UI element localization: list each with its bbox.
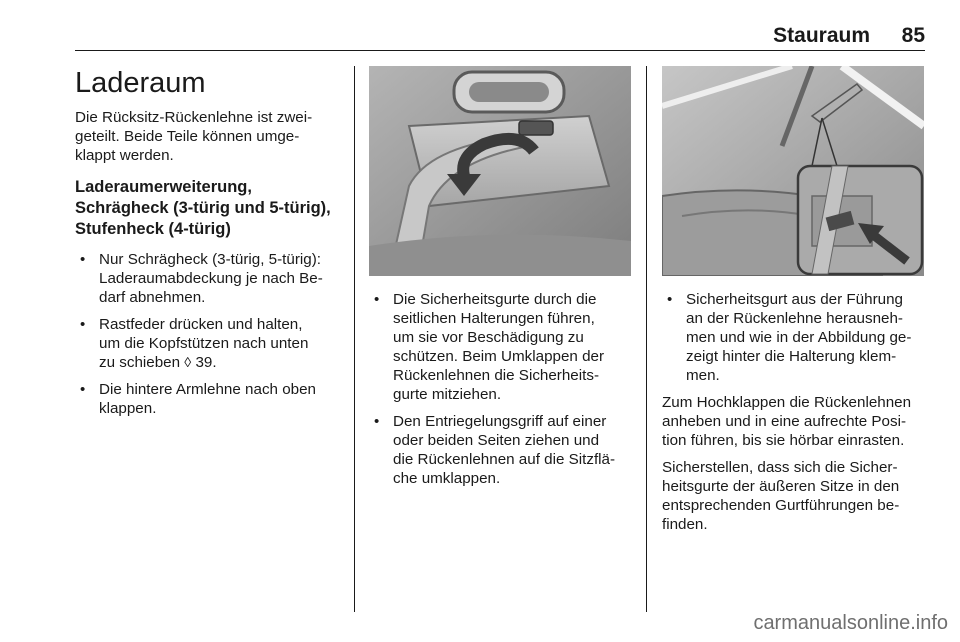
figure-headrest xyxy=(369,66,631,276)
watermark: carmanualsonline.info xyxy=(753,612,948,634)
bullet-icon: • xyxy=(80,381,86,398)
list-item: • Die hintere Armlehne nach oben klappen. xyxy=(80,381,316,417)
bullet-icon: • xyxy=(80,251,86,268)
paragraph: Sicherstellen, dass sich die Sicher- heitsgurte der äußeren Sitze in den entsprechenden Gurtführungen be- finden. xyxy=(662,459,900,533)
list-item: • Sicherheitsgurt aus der Führung an der Rückenlehne herausneh- men und wie in der Abbildung ge- zeigt hinter die Halterung klem- men. xyxy=(667,291,912,384)
header-rule xyxy=(75,50,925,51)
page-reference-icon: ◊ xyxy=(184,354,192,370)
list-item: • Rastfeder drücken und halten, um die Kopfstützen nach unten zu schieben ◊ 39. xyxy=(80,316,309,371)
paragraph: Zum Hochklappen die Rückenlehnen anheben und in eine aufrechte Posi- tion führen, bis sie hörbar einrasten. xyxy=(662,394,912,449)
section-title: Laderaum xyxy=(75,67,206,99)
column-divider-1 xyxy=(354,66,355,612)
bullet-icon: • xyxy=(80,316,86,333)
page-header-title: Stauraum xyxy=(773,24,870,47)
intro-paragraph: Die Rücksitz-Rückenlehne ist zwei- geteilt. Beide Teile können umge- klappt werden. xyxy=(75,109,313,164)
bullet-list-2 xyxy=(369,290,639,488)
list-item: • Den Entriegelungsgriff auf einer oder beiden Seiten ziehen und die Rückenlehnen auf die Sitzflä- che umklappen. xyxy=(374,413,616,487)
column-divider-2 xyxy=(646,66,647,612)
column-1 xyxy=(75,66,347,426)
column-2 xyxy=(369,290,639,496)
page-reference-link[interactable]: 39. xyxy=(195,354,217,371)
page-number: 85 xyxy=(901,24,925,47)
figure-seatbelt-holder xyxy=(662,66,924,276)
bullet-icon: • xyxy=(667,291,673,308)
list-item: • Nur Schrägheck (3-türig, 5-türig): Laderaumabdeckung je nach Be- darf abnehmen. xyxy=(80,251,323,306)
bullet-list-1 xyxy=(75,250,347,418)
column-3 xyxy=(662,290,934,542)
subheading: Laderaumerweiterung, Schrägheck (3-türig und 5-türig), Stufenheck (4-türig) xyxy=(75,178,331,238)
bullet-icon: • xyxy=(374,291,380,308)
bullet-icon: • xyxy=(374,413,380,430)
list-item: • Die Sicherheitsgurte durch die seitlichen Halterungen führen, um sie vor Beschädigung zu schützen. Beim Umklappen der Rückenlehnen die Sicherheits- gurte mitziehen. xyxy=(374,291,605,403)
bullet-list-3 xyxy=(662,290,934,385)
